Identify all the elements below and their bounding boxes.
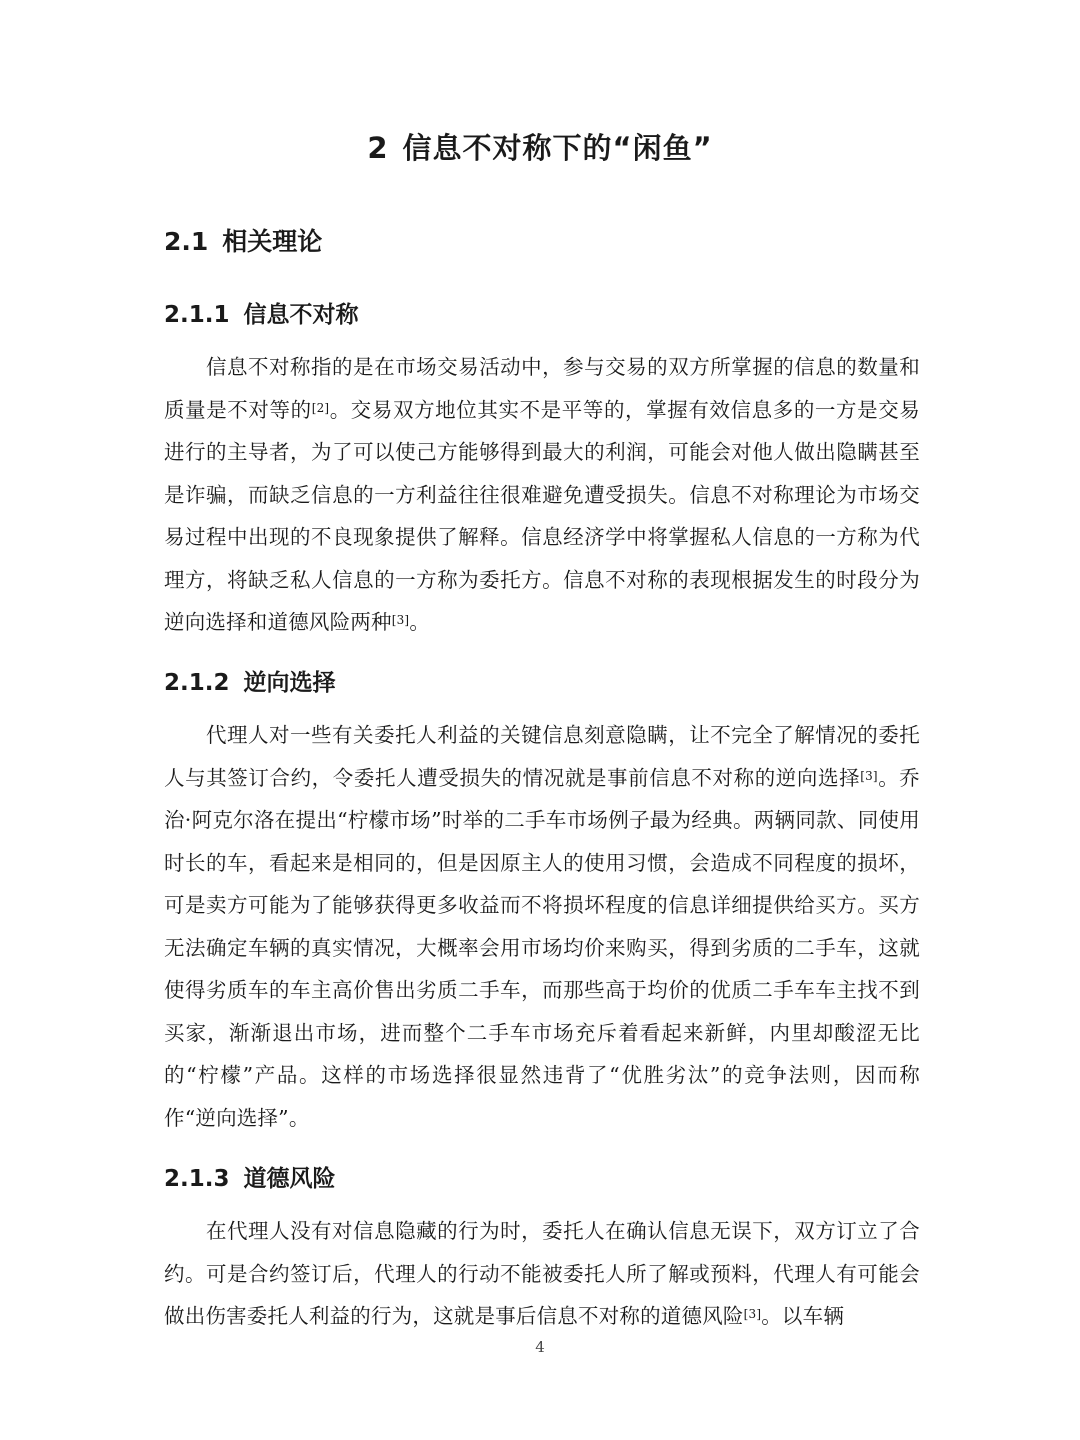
paragraph-text: 代理人对一些有关委托人利益的关键信息刻意隐瞒，让不完全了解情况的委托人与其签订合约，令委托人遭受损失的情况就是事前信息不对称的逆向选择 <box>164 723 920 790</box>
subsection-heading-adverse-selection <box>164 664 336 697</box>
chapter-title-text: 信息不对称下的“闲鱼” <box>402 131 713 165</box>
paragraph-text: 在代理人没有对信息隐藏的行为时，委托人在确认信息无误下，双方订立了合约。可是合约签订后，代理人的行动不能被委托人所了解或预料，代理人有可能会做出伤害委托人利益的行为，这就是事后信息不对称的道德风险 <box>164 1219 920 1328</box>
chapter-number: 2 <box>367 131 389 165</box>
page-number: 4 <box>535 1338 545 1356</box>
citation: [3] <box>391 613 410 627</box>
chapter-title <box>0 126 1080 167</box>
section-title: 相关理论 <box>222 227 323 256</box>
paragraph-information-asymmetry <box>164 346 920 644</box>
citation: [3] <box>860 768 878 783</box>
subsection-title: 道德风险 <box>243 1166 336 1192</box>
paragraph-text: 。交易双方地位其实不是平等的，掌握有效信息多的一方是交易进行的主导者，为了可以使己方能够得到最大的利润，可能会对他人做出隐瞒甚至是诈骗，而缺乏信息的一方利益往往很难避免遭受损失。信息不对称理论为市场交易过程中出现的不良现象提供了解释。信息经济学中将掌握私人信息的一方称为代理方，将缺乏私人信息的一方称为委托方。信息不对称的表现根据发生的时段分为逆向选择和道德风险两种 <box>164 397 920 634</box>
subsection-number: 2.1.3 <box>164 1166 230 1192</box>
subsection-heading-information-asymmetry <box>164 296 359 329</box>
subsection-heading-moral-hazard <box>164 1160 336 1193</box>
section-number: 2.1 <box>164 227 209 256</box>
subsection-number: 2.1.2 <box>164 670 230 696</box>
citation: [2] <box>311 400 330 415</box>
paragraph-moral-hazard <box>164 1210 920 1338</box>
paragraph-adverse-selection <box>164 714 920 1139</box>
paragraph-text: 信息不对称指的是在市场交易活动中，参与交易的双方所掌握的信息的数量和质量是不对等的 <box>164 355 920 422</box>
paragraph-text: 。以车辆 <box>761 1304 845 1328</box>
subsection-number: 2.1.1 <box>164 302 230 328</box>
section-heading <box>164 222 322 258</box>
paragraph-text: 。 <box>409 610 431 634</box>
paragraph-text: 。乔治·阿克尔洛在提出“柠檬市场”时举的二手车市场例子最为经典。两辆同款、同使用时长的车，看起来是相同的，但是因原主人的使用习惯，会造成不同程度的损坏，可是卖方可能为了能够获得更多收益而不将损坏程度的信息详细提供给买方。买方无法确定车辆的真实情况，大概率会用市场均价来购买，得到劣质的二手车，这就使得劣质车的车主高价售出劣质二手车，而那些高于均价的优质二手车车主找不到买家，渐渐退出市场，进而整个二手车市场充斥着看起来新鲜，内里却酸涩无比的“柠檬”产品。这样的市场选择很显然违背了“优胜劣汰”的竞争法则，因而称作“逆向选择”。 <box>164 765 920 1130</box>
subsection-title: 逆向选择 <box>243 670 336 696</box>
subsection-title: 信息不对称 <box>243 302 359 328</box>
citation: [3] <box>743 1307 762 1321</box>
